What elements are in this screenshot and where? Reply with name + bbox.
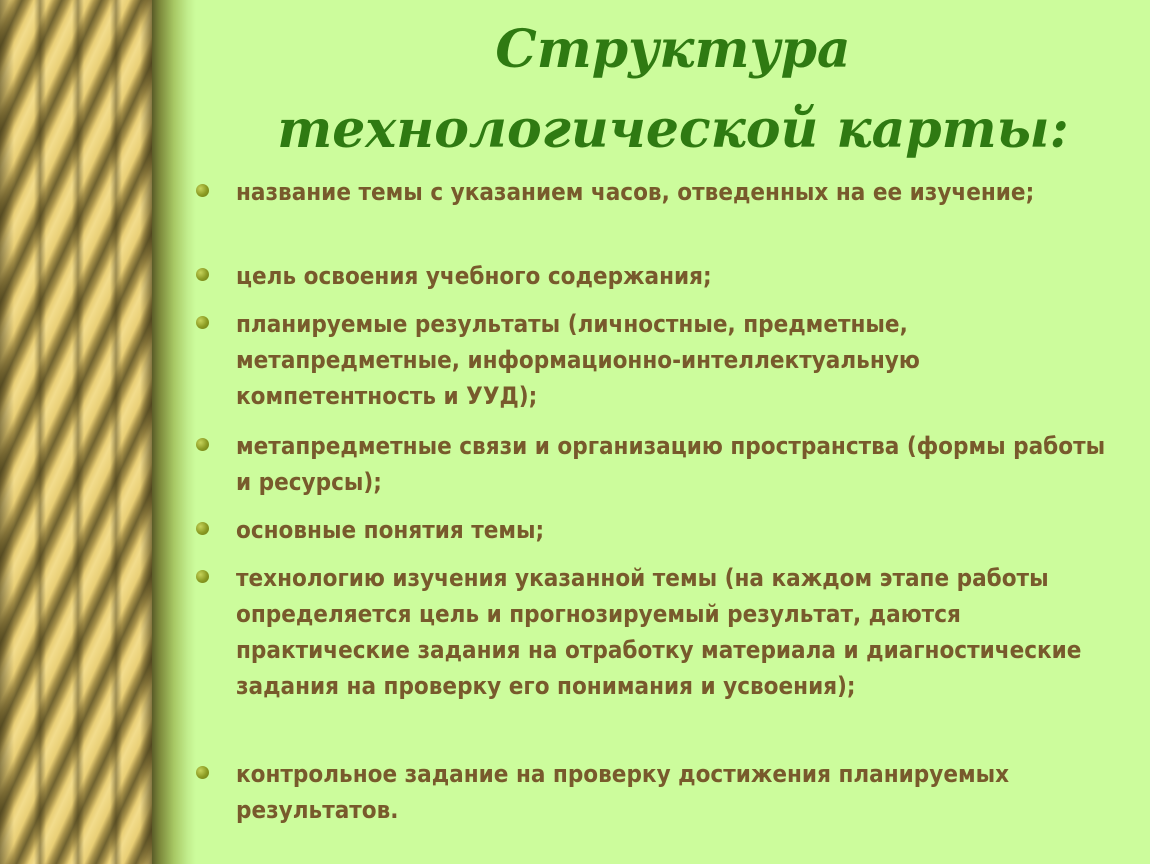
bullet-dot-icon [196, 268, 209, 281]
bullet-text: планируемые результаты (личностные, предметные, метапредметные, информационно-интеллектуальную компетентность и УУД); [236, 310, 920, 410]
bullet-dot-icon [196, 570, 209, 583]
bullet-dot-icon [196, 522, 209, 535]
bullet-dot-icon [196, 766, 209, 779]
slide-title-line-1: Структура [495, 19, 851, 80]
decorative-border-band [0, 0, 152, 864]
slide-title-line-2: технологической карты: [277, 99, 1069, 160]
bullet-text: цель освоения учебного содержания; [236, 262, 712, 290]
decorative-column-shadow [152, 0, 196, 864]
bullet-text: название темы с указанием часов, отведенных на ее изучение; [236, 178, 1035, 206]
bullet-text: основные понятия темы; [236, 516, 545, 544]
bullet-dot-icon [196, 184, 209, 197]
bullet-dot-icon [196, 316, 209, 329]
bullet-text: метапредметные связи и организацию пространства (формы работы и ресурсы); [236, 432, 1106, 496]
bullet-text: технологию изучения указанной темы (на каждом этапе работы определяется цель и прогнозируемый результат, даются практические задания на отработку материала и диагностические задания на проверку его понимания и усвоения); [236, 564, 1082, 700]
bullet-text: контрольное задание на проверку достижения планируемых результатов. [236, 760, 1010, 824]
bullet-dot-icon [196, 438, 209, 451]
